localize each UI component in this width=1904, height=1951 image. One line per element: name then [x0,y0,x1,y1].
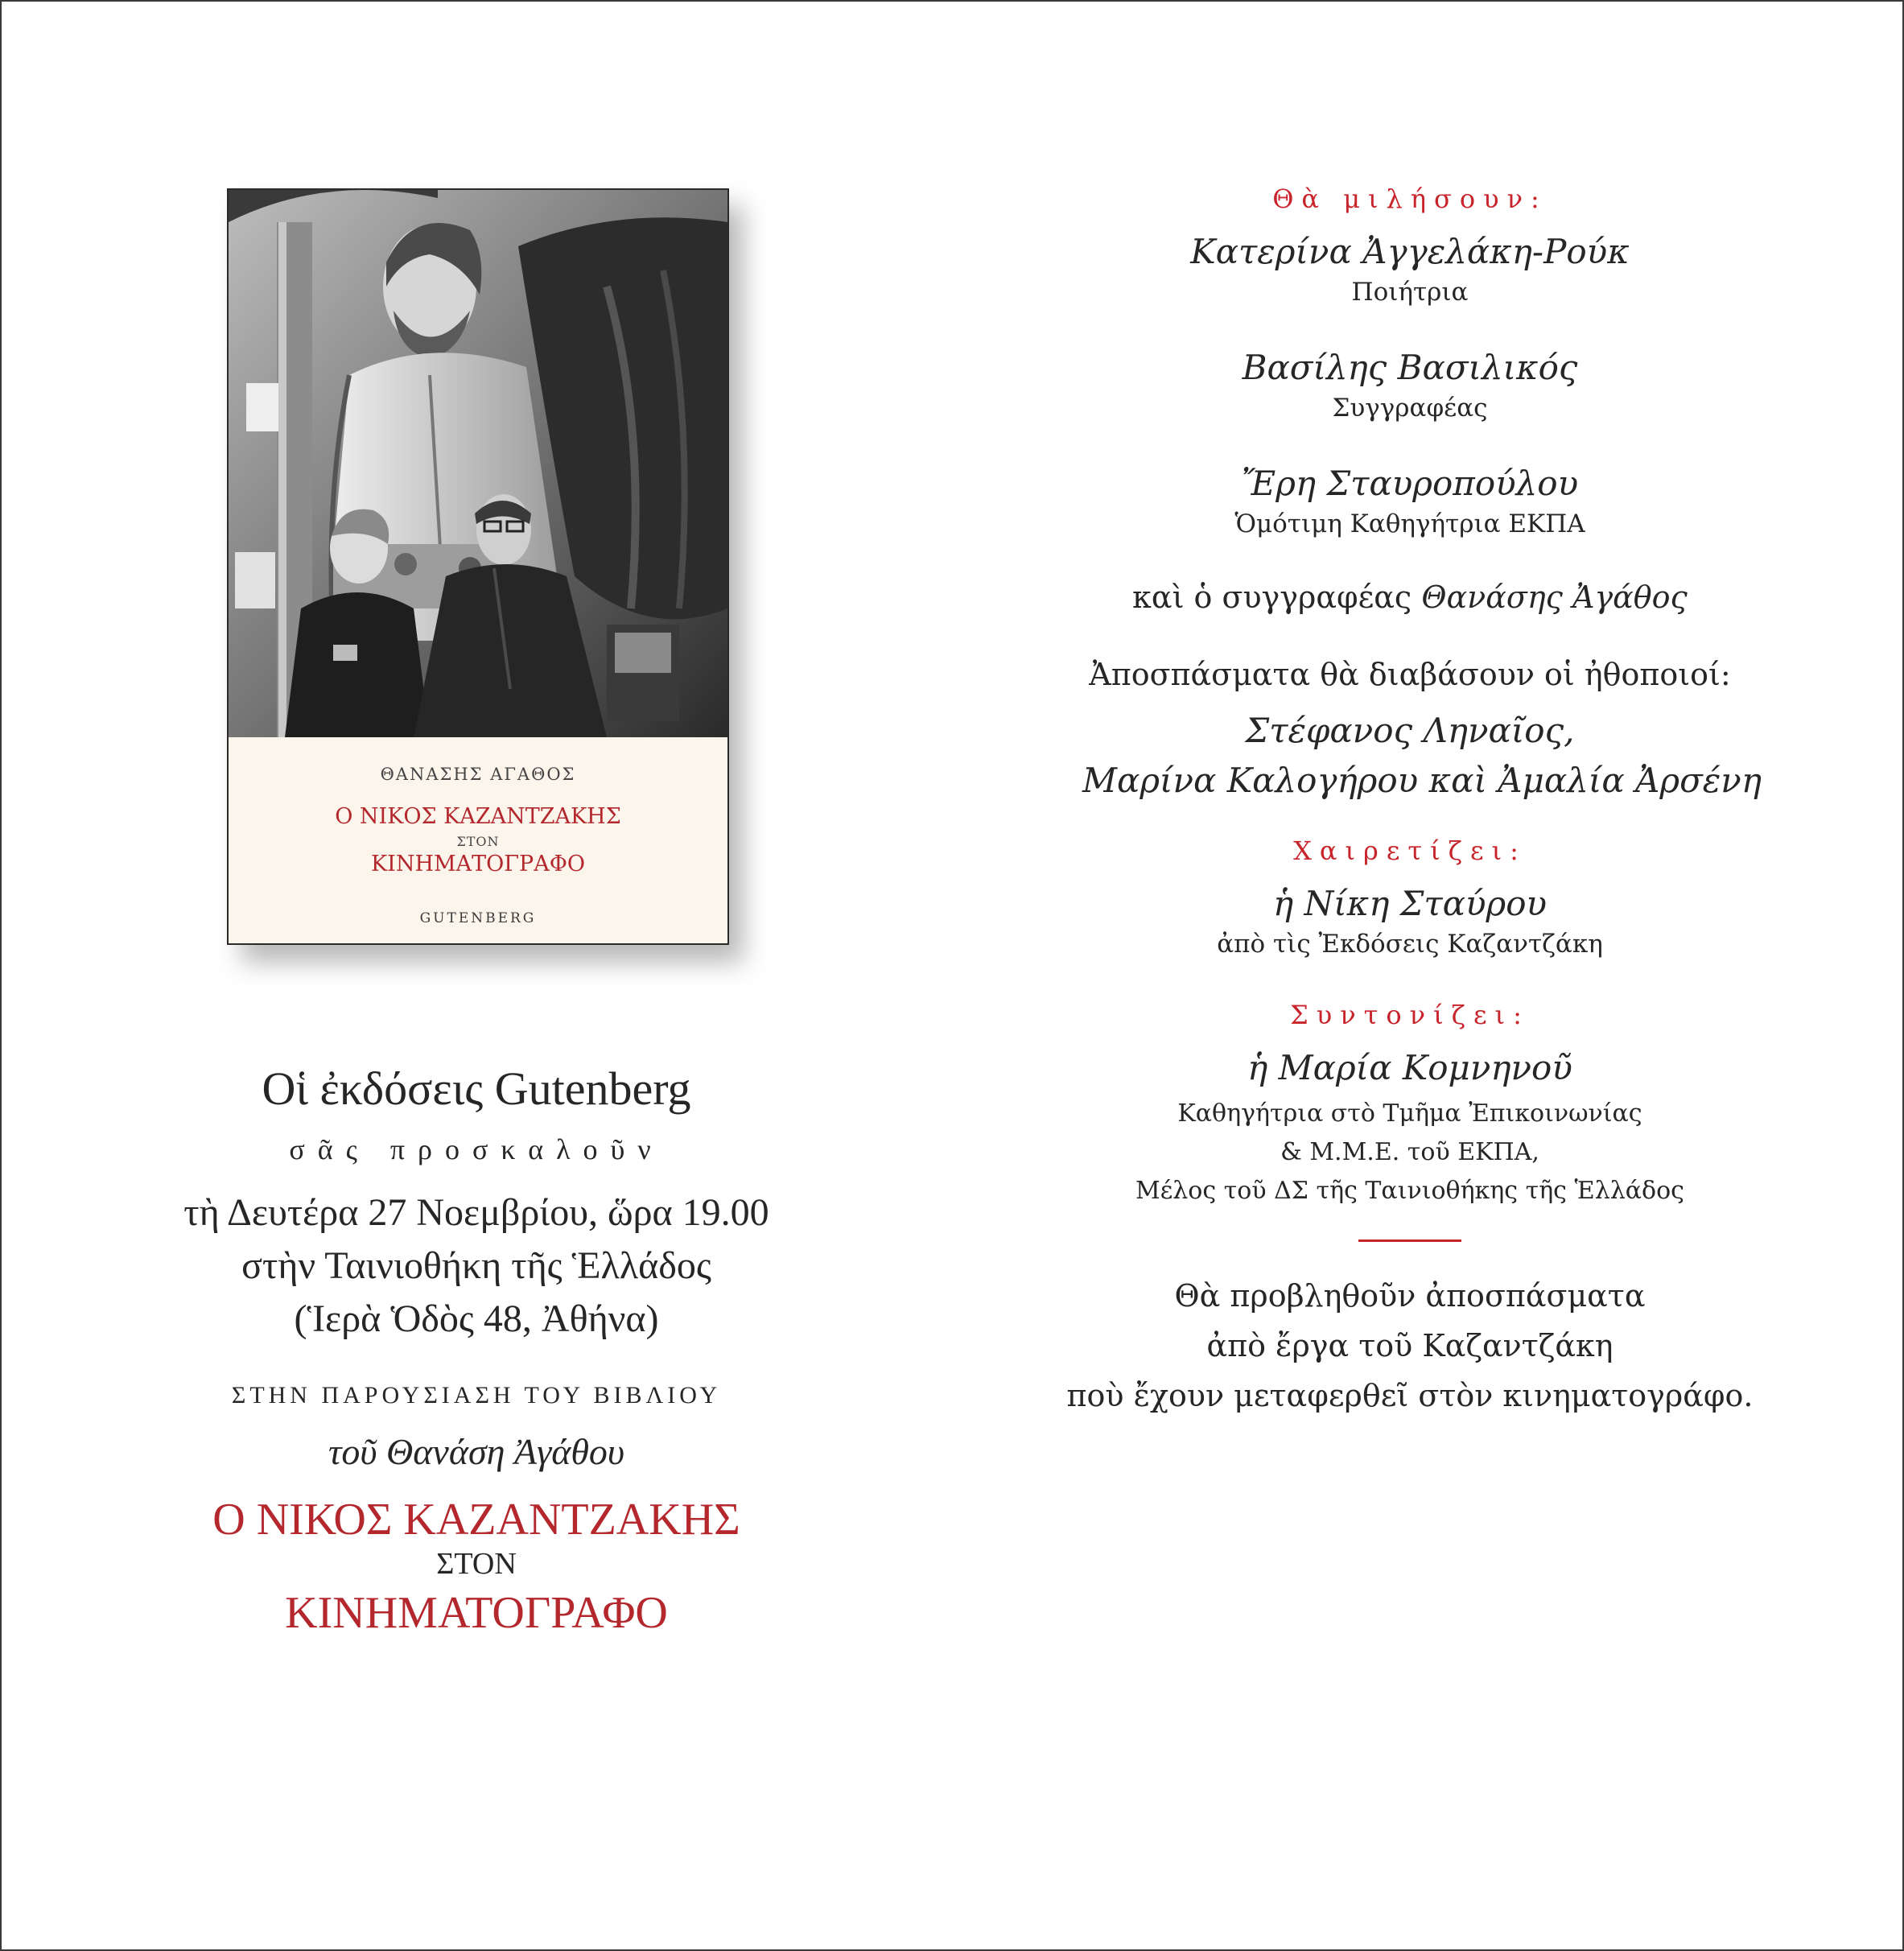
divider [1358,1239,1461,1242]
address-line: (Ἱερὰ Ὁδὸς 48, Ἀθήνα) [294,1297,659,1340]
cover-title-line1: Ο ΝΙΚΟΣ ΚΑΖΑΝΤΖΑΚΗΣ [335,804,621,829]
speaker-role: Ποιήτρια [1351,278,1469,307]
actors-line2: Μαρίνα Καλογήρου καὶ Ἀμαλία Ἀρσένη [1082,761,1762,800]
speaker-name: Ἔρη Σταυροπούλου [1241,464,1579,503]
readings-line: Ἀποσπάσματα θὰ διαβάσουν οἱ ἠθοποιοί: [1089,657,1731,692]
moderator-heading: Συντονίζει: [1290,1000,1530,1030]
screening-line-3: ποὺ ἔχουν μεταφερθεῖ στὸν κινηματογράφο. [1066,1378,1754,1413]
program-column [1032,180,1788,1421]
invitation-column [98,1058,855,1639]
greeting-heading: Χαιρετίζει: [1293,835,1527,866]
presentation-line: ΣΤΗΝ ΠΑΡΟΥΣΙΑΣΗ ΤΟΥ ΒΙΒΛΙΟΥ [231,1382,722,1409]
book-title-line3: ΚΙΝΗΜΑΤΟΓΡΑΦΟ [285,1588,668,1638]
author-line-name: Θανάσης Ἀγάθος [1421,580,1688,615]
moderator-name: ἡ Μαρία Κομνηνοῦ [1247,1048,1572,1087]
date-line: τὴ Δευτέρα 27 Νοεμβρίου, ὥρα 19.00 [183,1191,769,1234]
screening-line-1: Θὰ προβληθοῦν ἀποσπάσματα [1174,1278,1646,1314]
screening-line-2: ἀπὸ ἔργα τοῦ Καζαντζάκη [1206,1328,1613,1363]
book-title-line1: Ο ΝΙΚΟΣ ΚΑΖΑΝΤΖΑΚΗΣ [212,1495,740,1545]
author-line [1032,576,1788,618]
book-author-line: τοῦ Θανάση Ἀγάθου [328,1431,625,1472]
cover-title-line3: ΚΙΝΗΜΑΤΟΓΡΑΦΟ [371,852,585,877]
actors-line1: Στέφανος Ληναῖος, [1245,711,1575,750]
cover-text-panel [229,737,727,926]
speaker-name: Κατερίνα Ἀγγελάκη-Ρούκ [1190,232,1630,271]
book-cover [227,188,729,945]
venue-line: στὴν Ταινιοθήκη τῆς Ἑλλάδος [241,1244,711,1287]
cover-photo [229,190,727,737]
moderator-role-3: Μέλος τοῦ ΔΣ τῆς Ταινιοθήκης τῆς Ἑλλάδος [1135,1177,1684,1205]
invite-verb: σᾶς προσκαλοῦν [289,1133,664,1165]
moderator-role-2: & Μ.Μ.Ε. τοῦ ΕΚΠΑ, [1280,1138,1539,1166]
book-title-line2: ΣΤΟΝ [436,1547,517,1581]
speaker-role: Συγγραφέας [1332,394,1488,423]
cover-author: ΘΑΝΑΣΗΣ ΑΓΑΘΟΣ [380,765,576,784]
speaker-name: Βασίλης Βασιλικός [1242,348,1578,387]
cover-publisher: GUTENBERG [419,910,537,926]
greeting-role: ἀπὸ τὶς Ἐκδόσεις Καζαντζάκη [1217,930,1603,959]
speakers-heading: Θὰ μιλήσουν: [1272,184,1548,214]
speaker-role: Ὁμότιμη Καθηγήτρια ΕΚΠΑ [1234,509,1585,538]
cover-title-line2: ΣΤΟΝ [456,834,500,849]
author-line-prefix: καὶ ὁ συγγραφέας [1132,580,1422,615]
publisher-line: Οἱ ἐκδόσεις Gutenberg [262,1062,691,1115]
greeting-name: ἡ Νίκη Σταύρου [1272,884,1548,923]
moderator-role-1: Καθηγήτρια στὸ Τμῆμα Ἐπικοινωνίας [1177,1099,1642,1128]
